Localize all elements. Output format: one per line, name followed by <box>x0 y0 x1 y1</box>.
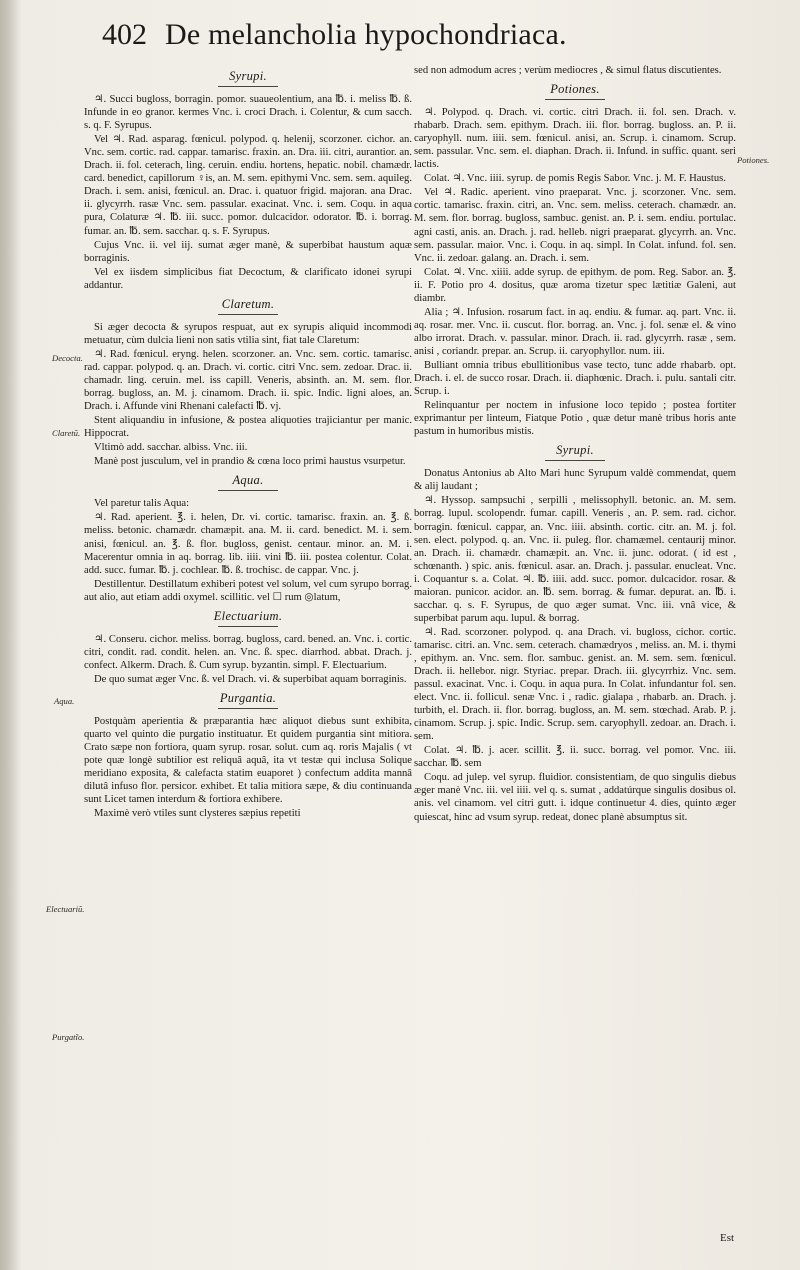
paragraph: sed non admodum acres ; verùm mediocres , & simul flatus discutientes. <box>414 65 722 76</box>
paragraph: Si æger decocta & syrupos respuat, aut ex syrupis aliquid incommodi metuatur, cùm dulcia lieni non satis vtilia sint, fiat tale Claretum: <box>84 321 412 346</box>
paragraph: Vel ♃. Rad. asparag. fœnicul. polypod. q. helenij, scorzoner. cichor. an. Vnc. sem. cortic. rad. cappar. tamarisc. fraxin. an. Dra. iii. citri, aurantior. an. Drach. ii. fol. ceterach, ling. ceruin. endiu. hortens, hepatic. nobil. chamædr. card. benedict, capillorum ♀is, an. M. sem. epithymi Vnc. sem. sem. aquileg. Drach. i. sem. anisi, fœnicul. an. Drac. i. quatuor frigid. majoran. ana Drac. ii. glycyrrh. rasæ Vnc. sem. passular. exacinat. Vnc. i. sem. Coqu. in aqua pura, Colaturæ ♃. ℔. iii. succ. pomor. dulcacidor. odorator. ℔. i. borrag. fumar. an. ℔. sem. sacchar. q. s. F. Syrupus. <box>84 134 412 237</box>
paragraph: ♃. Rad. fœnicul. eryng. helen. scorzoner. an. Vnc. sem. cortic. tamarisc. rad. cappar. polypod. q. an. Drach. vi. cortic. citri Vnc. sem. zedoar. Drac. ii. chamadr. ling. ceruin. mel. iss capill. Veneris, absinth. an. M. sem. flor. borrag. bugloss, an. M. j. cinamom. Drach. ii. spic. Indic. ligni aloes, an. Drach. i. Affunde vini Rhenani calefacti ℔. vj. <box>84 348 412 413</box>
section-heading-claretum: Claretum. <box>84 298 412 315</box>
paragraph: Colat. ♃. ℔. j. acer. scillit. ℥. ii. succ. borrag. vel pomor. Vnc. iii. sacchar. ℔. sem <box>414 745 736 770</box>
gutter-shadow <box>0 0 22 1270</box>
running-header <box>102 18 772 64</box>
paragraph: ♃. Rad. scorzoner. polypod. q. ana Drach. vi. bugloss, cichor. cortic. tamarisc. citri. an. Vnc. sem. ceterach. chamædryos , meliss. an. M. i. thymi , epithym. an. Vnc. sem. flor. sambuc. genist. an. M. sem. sem. fœnicul. Drach. ii. hellebor. nigr. Styriac. prepar. Drach. iii. glycyrrhiz. Vnc. sem. passul. exacinat. Vnc. i. Coqu. in aqua pura. In Colat. infundantur fol. sen. elect. Vnc. ii. follicul. senæ Vnc. i , radic. gialapa , rhabarb. an. Drach. j. turbith, el. Drach. ii. flor. borrag. bugloss, an. M. sem. stœchad. Arab. P. j. cinamom. Scrup. j. spic. Indic. Scrup. sem. caryophyll. zedoar. an. Drach. i. sem. <box>414 626 736 743</box>
section-heading-purgantia: Purgantia. <box>84 692 412 709</box>
paragraph: ♃. Succi bugloss, borragin. pomor. suaueolentium, ana ℔. i. meliss ℔. ß. Infunde in eo granor. kermes Vnc. i. croci Drach. i. Colentur, & cum sacch. s. q. F. Syrupus. <box>84 94 412 132</box>
paragraph: Manè post jusculum, vel in prandio & cœna loco primi haustus vsurpetur. <box>94 456 406 468</box>
paragraph: Cujus Vnc. ii. vel iij. sumat æger manè, & superbibat haustum aquæ borraginis. <box>84 239 412 264</box>
paragraph: Destillentur. Destillatum exhiberi potest vel solum, vel cum syrupo borrag. aut alio, aut etiam addi oxymel. scillitic. vel ☐ rum ◎latum, <box>84 578 412 603</box>
paragraph: Maximè verò vtiles sunt clysteres sæpius repetiti <box>94 808 301 820</box>
paragraph: ♃. Rad. aperient. ℥. i. helen, Dr. vi. cortic. tamarisc. fraxin. an. ℥. ß. meliss. betonic. chamædr. chamæpit. ana. M. ii. card. benedict. M. i. sem. anisi, fœnicul. an. ℥. ß. flor. bugloss, genist. centaur. minor. an. M. i. Macerentur omnia in aq. borrag. lib. iiii. vini ℔. iii. postea colentur. Colat. add. succ. fumar. ℔. j. cochlear. ℔. ß. trochisc. de cappar. Vnc. j. <box>84 512 412 576</box>
margin-note-electuarium: Electuariũ. <box>46 904 85 914</box>
section-heading-syrupi-right: Syrupi. <box>414 444 736 461</box>
right-column <box>414 64 736 825</box>
section-heading-aqua: Aqua. <box>84 474 412 491</box>
paragraph: Colat. ♃. Vnc. iiii. syrup. de pomis Regis Sabor. Vnc. j. M. F. Haustus. <box>424 173 726 185</box>
paragraph: Postquàm aperientia & præparantia hæc aliquot diebus sunt exhibita, quarto vel quinto die purgatio instituatur. Et quidem purgantia sint mitiora. Crato sæpe non fortiora, quam syrup. rosar. solut. cum aq. roris Majalis ( vt pote quæ longè subtilior est reliquâ aquâ, ita vt testæ qui inclusa Solique meridiano exposita, & calefacta statim euaporet ) confectum addita mannâ dilutâ infuso flor. persicor. exhibet. Et talia mitiora sæpe, & diu continuanda sunt Licet tamen interdum & fortiora exhibere. <box>84 716 412 806</box>
paragraph: De quo sumat æger Vnc. ß. vel Drach. vi. & superbibat aquam borraginis. <box>94 673 407 685</box>
paragraph: Donatus Antonius ab Alto Mari hunc Syrupum valdè commendat, quem & alij laudant ; <box>414 468 736 493</box>
paragraph: Relinquantur per noctem in infusione loco tepido ; postea fortiter exprimantur per linteum, Fiatque Potio , quæ detur manè tribus horis ante pastum in humoribus mistis. <box>414 400 736 438</box>
margin-note-decoctum: Decocta. <box>52 353 83 363</box>
margin-note-claretum: Claretũ. <box>52 428 81 438</box>
paragraph: Coqu. ad julep. vel syrup. fluidior. consistentiam, de quo singulis diebus æger manè Vnc. iii. vel iiii. vel q. s. sumat , addatúrque singulis dosibus ol. anis. vel cinamom. vel citri gutt. i. idque continuetur 4. dies, quinto æger quiescat, hinc ad vsum syrup. redeat, donec planè absumptus sit. <box>414 772 736 823</box>
paragraph: Bulliant omnia tribus ebullitionibus vase tecto, tunc adde rhabarb. opt. Drach. i. el. de succo rosar. Drach. ii. diaphœnic. Drach. i. pulu. santali citr. Scrup. i. <box>414 359 736 398</box>
paragraph: ♃. Polypod. q. Drach. vi. cortic. citri Drach. ii. fol. sen. Drach. v. rhabarb. Drach. sem. epithym. Drach. iii. flor. borrag. bugloss. an. P. ii. caryophyll. num. iiii. sem. fœnicul. anisi, an. Scrup. i. cinamom. Scrup. sem. passular. Vnc. sem. el. diaphan. Drach. ii. Infund. in suffic. quant. seri lactis. <box>414 107 736 171</box>
margin-note-purgantia: Purgatĩo. <box>52 1032 85 1042</box>
margin-note-aqua: Aqua. <box>54 696 75 706</box>
section-heading-syrupi: Syrupi. <box>84 70 412 87</box>
running-title: De melancholia hypochondriaca. <box>165 18 567 51</box>
paragraph: Vel paretur talis Aqua: <box>94 498 190 510</box>
paragraph: Stent aliquandiu in infusione, & postea aliquoties trajiciantur per manic. Hippocrat. <box>84 415 412 440</box>
paragraph: Colat. ♃. Vnc. xiiii. adde syrup. de epithym. de pom. Reg. Sabor. an. ℥. ii. F. Potio pro 4. dositus, quæ aroma tizetur spec lætitiæ Galeni, aut diambr. <box>414 266 736 304</box>
section-heading-potiones: Potiones. <box>414 83 736 100</box>
margin-note-potiones: Potiones. <box>737 155 770 165</box>
paragraph: ♃. Conseru. cichor. meliss. borrag. bugloss, card. bened. an. Vnc. i. cortic. citri, condit. rad. condit. helen. an. Vnc. ß. spec. diarrhod. abbat. Drach. j. confect. Alkerm. Drach. ß. Cum syrup. byzantin. simpl. F. Electuarium. <box>84 633 412 671</box>
paragraph: ♃. Hyssop. sampsuchi , serpilli , melissophyll. betonic. an. M. sem. borrag. lupul. scolopendr. fumar. capill. Veneris , an. P. sem. rad. cichor. borragin. fœnicul. cappar, an. Vnc. iiii. absinth. cortic. citr. an. M. j. fol. sen. elect. polypod. q. an. Vnc. ii. puleg. flor. chamæmel. centaurij minor. an. Drach. ii. chamædr. chamæpit. an. Vnc. ii. junc. odorat. ( id est , schœnanth. ) spic. anis. fœnicul. asar. an. Drach. j. passular. enucleat. Vnc. i. Coquantur s. a. Colat. ♃. ℔. iiii. add. succ. pomor. dulcacidor. rosar. & maioran. punicor. acidor. an. ℔. sem. borrag. & fumar. depurat. an. ℔. i. sacchar. q. s. F. Syrupus, de quo æger sumat. Vnc. iii. vnâ vice, & superbibat parum aqu. lupul. & borrag. <box>414 495 736 624</box>
section-heading-electuarium: Electuarium. <box>84 610 412 627</box>
left-column <box>84 64 412 821</box>
paragraph: Vel ex iisdem simplicibus fiat Decoctum, & clarificato idonei syrupi addantur. <box>84 266 412 291</box>
paragraph: Vltimò add. sacchar. albiss. Vnc. iii. <box>94 442 248 454</box>
paragraph: Vel ♃. Radic. aperient. vino praeparat. Vnc. j. scorzoner. Vnc. sem. cortic. tamarisc. fraxin. citri, an. Vnc. sem. meliss. ceterach. chamædr. an. M. sem. flor. borrag. bugloss, sambuc. genist. an. P. i. sem. endiu. portulac. agni casti, anis. an. Drach. j. rad. helleb. nigri praeparat. glycyrrh. an. Vnc. sem. passular. maior. Vnc. i. Coqu. in aq. simpl. In Colat. infund. fol. sen. Vnc. ii. zedoar. galang. an. Drach. i. sem. <box>414 187 736 264</box>
paragraph: Alia ; ♃. Infusion. rosarum fact. in aq. endiu. & fumar. aq. part. Vnc. ii. aq. rosar. mer. Vnc. ii. cuscut. flor. borrag. an. Vnc. j. fol. senæ el. & vino albo irrorat. Drach. v. passular. minor. Drach. ii. rad. glycyrrh. rasæ , sem. anisi , coriandr. prepar. an. Scrup. ii. caryophyllor. num. iii. <box>414 306 736 357</box>
page-number: 402 <box>102 18 147 51</box>
catchword: Est <box>720 1232 735 1244</box>
